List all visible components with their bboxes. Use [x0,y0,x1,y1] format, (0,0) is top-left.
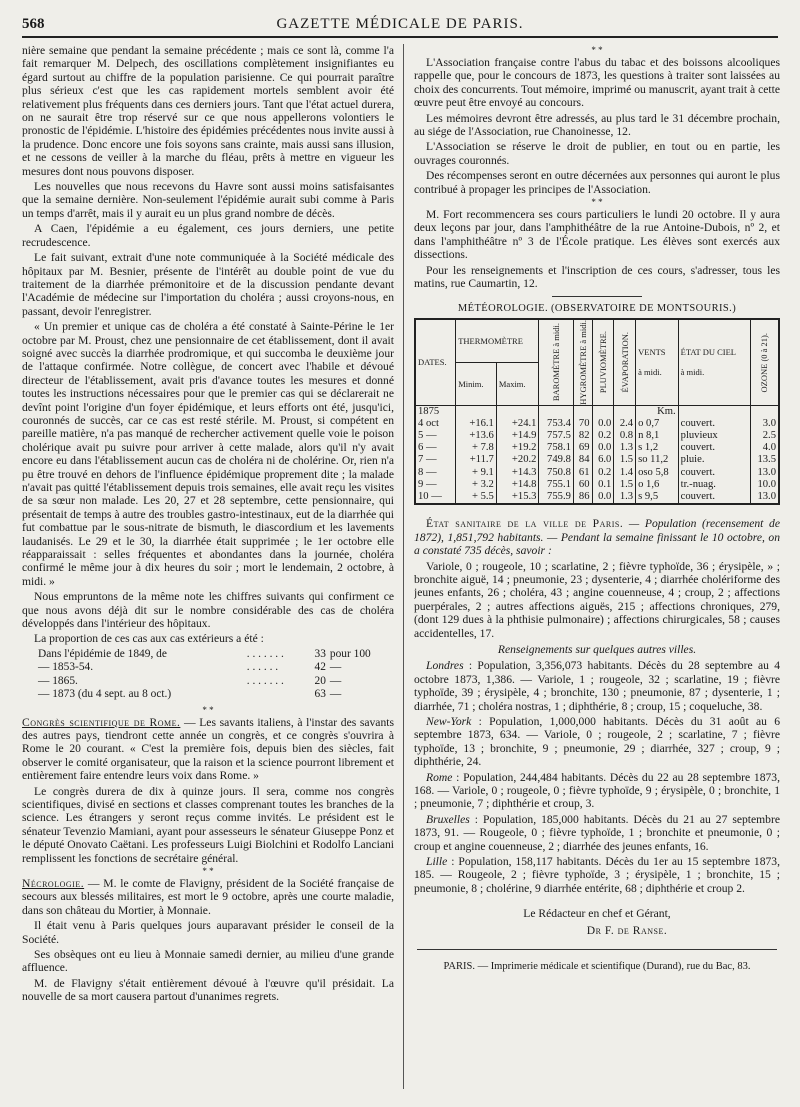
article-paragraph: Les mémoires devront être adressés, au plus tard le 31 décembre prochain, au siége de l'Association, rue Chanoinesse, 12. [414,111,780,139]
meteo-table [414,318,780,505]
city-paragraph: Bruxelles : Population, 185,000 habitants. Décès du 21 au 27 septembre 1873, 91. — Rougeole, 0 ; fièvre typhoïde, 1 ; bronchite et pneumonie, 0 ; croup et angine couenneuse, 2 ; diarrhée des jeunes enfants, 16. [414,812,780,853]
article-paragraph: Ses obsèques ont eu lieu à Monnaie samedi dernier, au milieu d'une grande affluence. [22,948,394,975]
horizontal-rule [417,949,777,950]
article-paragraph: La proportion de ces cas aux cas extérieurs a été : [34,632,264,646]
article-paragraph: nière semaine que pendant la semaine précédente ; mais ce sont là, comme l'a fait remarquer M. Delpech, des oscillations complètement insignifiantes eu égard surtout au chiffre de la population parisienne. Ce qui pourrait paraître plus sérieux c'est que les cas rapidement mortels semblent avoir été relativement plus fréquents dans ces derniers jours. Tant que l'état actuel durera, on ne saurait être trop réservé sur ce que nous appellerons volontiers le pronostic de l'épidémie. L'histoire des épidémies précédentes nous invite aussi à la prudence. Donc encore une fois soyons sans crainte, mais aussi sans illusion, et ne cessons de veiller à la marche du fléau, prêts à mettre en vigueur les mesures dont nous pouvons disposer. [22,44,394,178]
villes-title: Renseignements sur quelques autres villes. [497,642,697,656]
article-paragraph: Le fait suivant, extrait d'une note communiquée à la Société médicale des hôpitaux par M. Besnier, présente de l'intérêt au double point de vue du traitement de la diarrhée prémonitoire et de la discussion pendante devant l'Académie de médecine sur l'importation du choléra ; aussi croyons-nous, en passant, devoir l'enregistrer. [22,251,394,318]
article-paragraph: Il était venu à Paris quelques jours auparavant présider le conseil de la Société. [22,919,394,946]
table-row: 5 — +13.6 +14.9 757.5 82 0.2 0.8 n 8,1 pluvieux 2.5 [415,430,779,442]
table-header-row: Minim. Maxim. [415,363,779,405]
article-paragraph: Variole, 0 ; rougeole, 10 ; scarlatine, 2 ; fièvre typhoïde, 36 ; érysipèle, » ; bronchite aiguë, 14 ; pneumonie, 23 ; dysenterie, 4 ; diarrhée cholériforme des jeunes enfants, 26 ; choléra, 43 ; angine couenneuse, 4 ; croup, 2 ; affections puerpérales, 2 ; autres affections aiguës, 215 ; affections chroniques, 279, (dont 129 dues à la phthisie pulmonaire) ; affections chirurgicales, 58 ; causes accidentelles, 17. [414,559,780,640]
article-paragraph: A Caen, l'épidémie a eu également, ces jours derniers, une petite recrudescence. [22,222,394,249]
table-row: — 1853-54. . . . . . . 42 — [38,661,342,674]
article-paragraph: Pour les renseignements et l'inscription de ces cours, s'adresser, tous les matins, rue Caumartin, 12. [414,263,780,291]
page-header [22,14,778,38]
section-title: Congrès scientifique de Rome. [22,715,181,729]
cholera-proportion-table [22,648,394,702]
table-row: 1875 Km. [415,405,779,418]
table-row: 7 — +11.7 +20.2 749.8 84 6.0 1.5 so 11,2 pluie. 13.5 [415,454,779,466]
signoff: Le Rédacteur en chef et Gérant, Dr F. de Ranse. [523,907,671,938]
table-row: Dans l'épidémie de 1849, de . . . . . . . 33 pour 100 [38,647,371,660]
journal-title: GAZETTE MÉDICALE DE PARIS. [276,16,524,32]
horizontal-rule [552,296,642,297]
table-row: — 1865. . . . . . . . 20 — [38,674,342,687]
section-title: État sanitaire de la ville de Paris. [426,517,624,531]
section-title: Nécrologie. [22,876,85,890]
left-column [22,44,394,1094]
table-row: 4 oct +16.1 +24.1 753.4 70 0.0 2.4 o 0,7 couvert. 3.0 [415,418,779,430]
necrologie-paragraph: Nécrologie. — M. le comte de Flavigny, président de la Société française de secours aux blessés militaires, est mort le 9 octobre, après une courte maladie, dans son château du Mortier, à Monnaie. [22,876,394,917]
etat-sanitaire-paragraph: État sanitaire de la ville de Paris. — Population (recensement de 1872), 1,851,792 habitants. — Pendant la semaine finissant le 10 octobre, on a constaté 735 décès, savoir : [414,517,780,558]
city-paragraph: Rome : Population, 244,484 habitants. Décès du 22 au 28 septembre 1873, 168. — Variole, 0 ; rougeole, 0 ; fièvre typhoïde, 9 ; érysipèle, 0 ; bronchite, 1 ; pneumonie, 7 ; diphthérie et croup, 3. [414,770,780,811]
meteo-title: MÉTÉOROLOGIE. (OBSERVATOIRE DE MONTSOURIS.) [457,302,737,314]
column-divider [403,44,404,1089]
table-row: 6 — + 7.8 +19.2 758.1 69 0.0 1.3 s 1,2 couvert. 4.0 [415,442,779,454]
section-separator: * * [202,865,214,876]
article-paragraph: Le congrès durera de dix à quinze jours. Il sera, comme nos congrès scientifiques, divisé en sections et classes comprenant toutes les branches de la science. Les étrangers y seront reçus comme invités. Le président est le sénateur Tevenzio Mamiani, ayant pour assesseurs le sénateur Giuseppe Ponz et le député Onovato Caëtani. Les professeurs Luigi Biolchini et Rodolfo Lanciani remplissent les fonctions de secrétaire général. [22,784,394,865]
imprint-line: PARIS. — Imprimerie médicale et scientifique (Durand), rue du Bac, 83. [443,961,751,973]
article-paragraph: M. de Flavigny s'était entièrement dévoué à l'œuvre qu'il présidait. La nouvelle de sa mort causera partout d'unanimes regrets. [22,976,394,1004]
article-paragraph: L'Association française contre l'abus du tabac et des boissons alcooliques rappelle que, pour le concours de 1873, les questions à traiter sont laissées au choix des concurrents. Tout mémoire, imprimé ou manuscrit, ayant trait à cette œuvre peut être envoyé au concours. [414,56,780,110]
table-row: 10 — + 5.5 +15.3 755.9 86 0.0 1.3 s 9,5 couvert. 13.0 [415,491,779,504]
section-separator: * * [591,197,603,208]
table-row: 9 — + 3.2 +14.8 755.1 60 0.1 1.5 o 1,6 tr.-nuag. 10.0 [415,479,779,491]
section-separator: * * [591,45,603,55]
section-separator: * * [202,704,214,715]
table-row: 8 — + 9.1 +14.3 750.8 61 0.2 1.4 oso 5,8 couvert. 13.0 [415,467,779,479]
table-row: — 1873 (du 4 sept. au 8 oct.) 63 — [38,688,342,701]
city-paragraph: Londres : Population, 3,356,073 habitants. Décès du 28 septembre au 4 octobre 1873, 1,386. — Variole, 1 ; rougeole, 32 ; scarlatine, 19 ; fièvre typhoïde, 39 ; érysipèle, 4 ; bronchite, 130 ; pneumonie, 87 ; dysenterie, 1 ; diarrhée, 71 ; choléra nostras, 1 ; diphthérie, 8 ; croup, 15 ; coqueluche, 38. [414,659,780,713]
right-column [414,44,780,1094]
article-paragraph: Nous empruntons de la même note les chiffres suivants qui confirment ce que nous avons déjà dit sur le nombre considérable des cas de choléra développés dans l'intérieur des hôpitaux. [22,590,394,631]
article-paragraph: Des récompenses seront en outre décernées aux personnes qui auront le plus contribué à propager les principes de l'Association. [414,169,780,196]
article-paragraph: L'Association se réserve le droit de publier, en tout ou en partie, les ouvrages couronnés. [414,140,780,167]
city-paragraph: New-York : Population, 1,000,000 habitants. Décès du 31 août au 6 septembre 1873, 634. — Variole, 0 ; rougeole, 2 ; scarlatine, 7 ; fièvre typhoïde, 13 ; bronchite, 9 ; pneumonie, 29 ; diarrhée, 327 ; croup, 9 ; diphthérie, 24. [414,714,780,769]
article-paragraph: Les nouvelles que nous recevons du Havre sont aussi moins satisfaisantes que la semaine dernière. Non-seulement l'épidémie aurait subi comme à Paris un temps d'arrêt, mais il y aurait eu un plus grand nombre de décès. [22,180,394,220]
page-number: 568 [22,16,45,32]
city-paragraph: Lille : Population, 158,117 habitants. Décès du 1er au 15 septembre 1873, 185. — Rougeole, 2 ; fièvre typhoïde, 3 ; érysipèle, 1 ; bronchite, 15 ; pneumonie, 8 ; cholérine, 9 diarrhée entérite, 68 ; diphthérie et croup 2. [414,855,780,895]
congres-paragraph: Congrès scientifique de Rome. — Les savants italiens, à l'instar des savants des autres pays, tiendront cette année un congrès, et ce congrès s'ouvrira à Rome le 20 courant. « C'est la première fois, depuis bien des siècles, fait observer le comité organisateur, que la raison et la science pourront librement et entièrement faire entendre leurs voix dans Rome. » [22,715,394,783]
article-paragraph: « Un premier et unique cas de choléra a été constaté à Sainte-Périne le 1er octobre par M. Proust, chez une pensionnaire de cet établissement, dont il avait soigné avec succès la diarrhée prodromique, et qui succomba le deuxième jour de l'attaque confirmée. Notre collègue, de concert avec l'habile et dévoué directeur de l'établissement, avait pris d'avance toutes les mesures et donné toutes les instructions nécessaires pour que le premier cas qui se déclarerait ne devînt point l'origine d'un foyer épidémique, et leurs efforts ont été, jusqu'ici, couronnés de succès, car ce cas est resté stérile. M. Proust, si compétent en pareille matière, n'a pas manqué de rechercher activement quelle voie le poison cholérique avait pu suivre pour arriver à cette malade, alors qu'il n'y avait encore eu dans l'établissement aucun cas de choléra ni de cholérine. Or, rien n'a pu être trouvé en dehors de l'influence épidémique proprement dite ; la malade n'avait pas quitté l'établissement depuis trois semaines, elle avait reçu les visites de sa sœur non malade. Les 20, 27 et 28 septembre, cette pensionnaire, qui présentait de temps à autre des troubles gastro-intestinaux, eut de la diarrhée qui fut combattue par le sous-nitrate de bismuth, le diascordium et les lavements laudanisés. Le 29 et le 30, la diarrhée était supprimée ; le 1er octobre elle réapparaissait : selles fréquentes et abondantes dans la journée, choléra confirmé le même jour à dix heures du soir ; mort le lendemain, 2 octobre, à midi. » [22,320,394,588]
article-paragraph: M. Fort recommencera ses cours particuliers le lundi 20 octobre. Il y aura deux leçons par jour, dans l'amphithéâtre de la rue Antoine-Dubois, nº 2, et dans l'amphithéâtre nº 3 de l'École pratique. Les élèves sont exercés aux dissections. [414,208,780,262]
table-header-row: DATES. THERMOMÈTRE BAROMÈTRE à midi. HYGROMÈTRE à midi. PLUVIOMÈTRE. ÉVAPORATION. VENTS à midi. ÉTAT DU CIEL à midi. OZONE (0 à 21). [415,319,779,363]
